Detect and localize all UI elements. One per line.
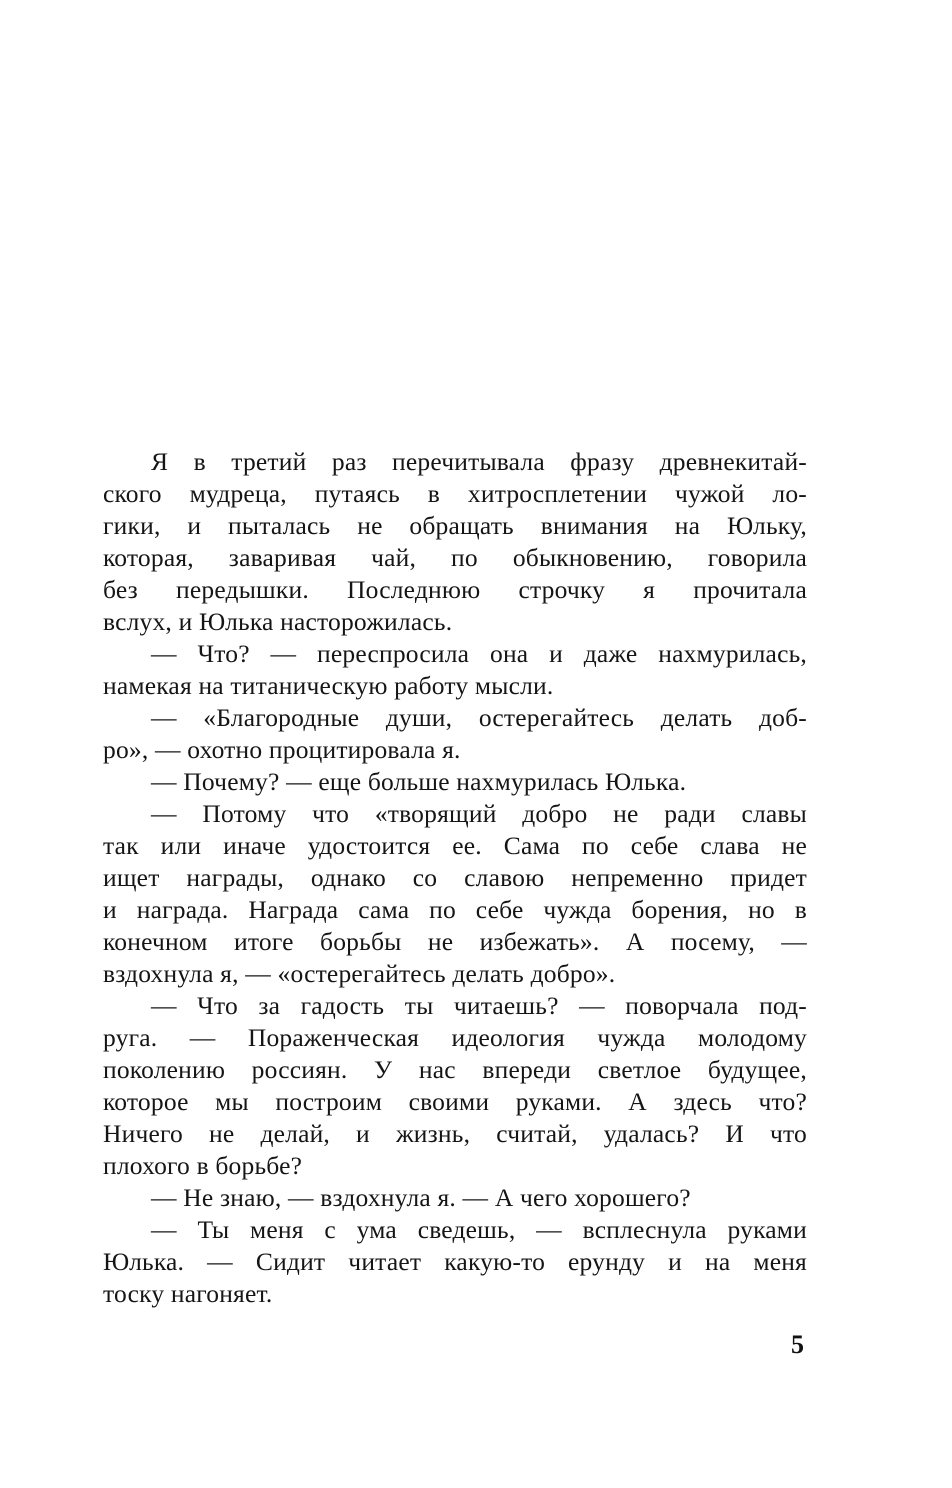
text-line: которая, заваривая чай, по обыкновению, говорила	[103, 543, 807, 572]
text-line: — Ты меня с ума сведешь, — всплеснула руками	[151, 1215, 807, 1244]
text-line: ищет награды, однако со славою непременно придет	[103, 863, 807, 892]
text-line: Юлька. — Сидит читает какую-то ерунду и на меня	[103, 1247, 807, 1276]
text-line: без передышки. Последнюю строчку я прочитала	[103, 575, 807, 604]
paragraph	[103, 638, 807, 702]
text-line: руга. — Пораженческая идеология чужда молодому	[103, 1023, 807, 1052]
text-line: — Потому что «творящий добро не ради славы	[151, 799, 807, 828]
text-line: ского мудреца, путаясь в хитросплетении чужой ло-	[103, 479, 807, 508]
paragraph	[103, 990, 807, 1182]
text-line: и награда. Награда сама по себе чужда борения, но в	[103, 895, 807, 924]
paragraph	[103, 702, 807, 766]
text-line: так или иначе удостоится ее. Сама по себе слава не	[103, 831, 807, 860]
text-line: намекая на титаническую работу мысли.	[103, 671, 554, 700]
text-line: плохого в борьбе?	[103, 1151, 303, 1180]
text-line: ро», — охотно процитировала я.	[103, 735, 461, 764]
text-line: — Не знаю, — вздохнула я. — А чего хорошего?	[151, 1183, 691, 1212]
paragraph	[103, 446, 807, 638]
text-line: вздохнула я, — «остерегайтесь делать добро».	[103, 959, 616, 988]
text-line: Я в третий раз перечитывала фразу древнекитай-	[151, 447, 807, 476]
text-line: Ничего не делай, и жизнь, считай, удалась? И что	[103, 1119, 807, 1148]
paragraph	[103, 766, 807, 798]
paragraph	[103, 1214, 807, 1310]
text-block	[103, 446, 807, 1310]
text-line: тоску нагоняет.	[103, 1279, 273, 1308]
page-number: 5	[791, 1330, 804, 1359]
text-line: конечном итоге борьбы не избежать». А посему, —	[103, 927, 807, 956]
text-line: — Что? — переспросила она и даже нахмурилась,	[151, 639, 807, 668]
text-line: поколению россиян. У нас впереди светлое будущее,	[103, 1055, 807, 1084]
paragraph	[103, 798, 807, 990]
text-line: гики, и пыталась не обращать внимания на Юльку,	[103, 511, 807, 540]
text-line: — «Благородные души, остерегайтесь делать доб-	[151, 703, 807, 732]
text-line: — Почему? — еще больше нахмурилась Юлька.	[151, 767, 687, 796]
paragraph	[103, 1182, 807, 1214]
text-line: вслух, и Юлька насторожилась.	[103, 607, 453, 636]
text-line: — Что за гадость ты читаешь? — поворчала под-	[151, 991, 807, 1020]
text-line: которое мы построим своими руками. А здесь что?	[103, 1087, 807, 1116]
